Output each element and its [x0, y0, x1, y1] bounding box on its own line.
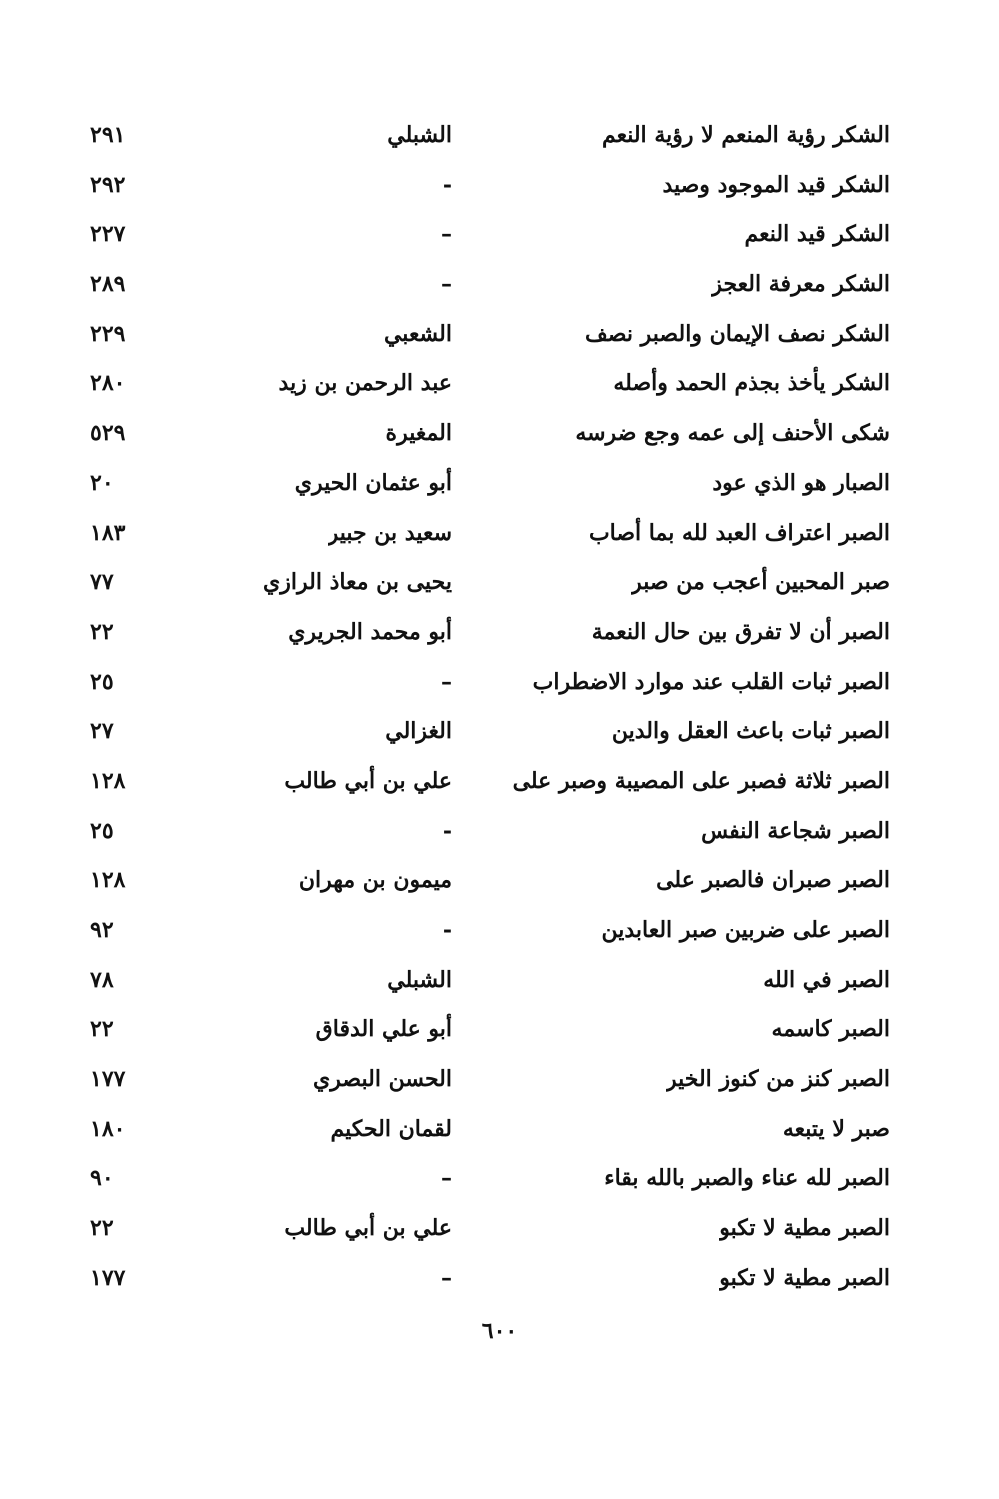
index-row [70, 261, 900, 311]
quotation-source: الحسن البصري [313, 1066, 452, 1093]
quotation-phrase: الصبر اعتراف العبد لله بما أصاب [588, 519, 890, 546]
page-reference: ١٨٠ [90, 1115, 126, 1142]
page-reference: ٩٢ [90, 917, 114, 943]
quotation-source: – [441, 1165, 452, 1192]
index-row [70, 112, 900, 162]
quotation-source: علي بن أبي طالب [284, 1215, 452, 1242]
quotation-phrase: شكى الأحنف إلى عمه وجع ضرسه [575, 420, 890, 447]
page-reference: ٢٠ [90, 469, 114, 496]
quotation-phrase: الصبر مطية لا تكبو [719, 1264, 890, 1291]
quotation-source: – [441, 271, 452, 298]
page-reference: ٢٢ [90, 618, 114, 645]
quotation-phrase: الصبر أن لا تفرق بين حال النعمة [591, 618, 890, 645]
page-reference: ١٧٧ [90, 1066, 126, 1093]
quotation-phrase: الصبر كاسمه [771, 1016, 890, 1043]
quotation-phrase: صبر المحبين أعجب من صبر [631, 569, 890, 596]
quotation-phrase: الصبر كنز من كنوز الخير [666, 1066, 890, 1093]
quotation-phrase: الشكر نصف الإيمان والصبر نصف [585, 320, 890, 347]
quotation-source: أبو محمد الجريري [288, 618, 452, 645]
quotation-phrase: الشكر معرفة العجز [711, 271, 890, 298]
quotation-phrase: صبر لا يتبعه [782, 1115, 890, 1142]
quotation-phrase: الصبر شجاعة النفس [701, 817, 890, 844]
index-row [70, 410, 900, 460]
quotation-phrase: الشكر رؤية المنعم لا رؤية النعم [601, 122, 890, 148]
quotation-phrase: الصبر على ضربين صبر العابدين [601, 917, 890, 943]
quotation-source: علي بن أبي طالب [284, 767, 452, 794]
index-row [70, 360, 900, 410]
quotation-source: سعيد بن جبير [327, 519, 452, 546]
quotation-source: الغزالي [385, 718, 452, 745]
quotation-source: عبد الرحمن بن زيد [278, 370, 452, 397]
quotation-source: ميمون بن مهران [298, 867, 452, 894]
quotation-source: أبو عثمان الحيري [294, 469, 452, 496]
index-row [70, 211, 900, 261]
quotation-source: الشبلي [387, 122, 452, 148]
index-row [70, 857, 900, 907]
quotation-phrase: الشكر يأخذ بجذم الحمد وأصله [613, 370, 890, 397]
index-row [70, 758, 900, 808]
index-row [70, 460, 900, 510]
page-reference: ٢٢٩ [90, 320, 126, 347]
page-reference: ٩٠ [90, 1165, 114, 1192]
page-reference: ١٧٧ [90, 1264, 126, 1291]
quotation-phrase: الصبر في الله [763, 966, 890, 993]
quotation-phrase: الصبر صبران فالصبر على [656, 867, 890, 894]
page-reference: ٧٧ [90, 569, 114, 596]
index-row [70, 510, 900, 560]
quotation-source: الشعبي [383, 320, 452, 347]
quotation-phrase: الصبر مطية لا تكبو [719, 1215, 890, 1242]
index-row [70, 1255, 900, 1305]
index-row [70, 1056, 900, 1106]
page-reference: ١٢٨ [90, 867, 126, 894]
index-row [70, 1106, 900, 1156]
quotation-phrase: الشكر قيد الموجود وصيد [662, 171, 890, 198]
page-reference: ٢٨٠ [90, 370, 126, 397]
index-row [70, 708, 900, 758]
quotation-source: – [441, 668, 452, 695]
quotation-source: أبو علي الدقاق [315, 1016, 452, 1043]
index-row [70, 162, 900, 212]
quotation-phrase: الصبار هو الذي عود [712, 469, 890, 496]
quotation-source: لقمان الحكيم [330, 1115, 452, 1142]
page-reference: ٢٧ [90, 718, 114, 745]
quotation-source: - [442, 917, 452, 943]
index-row [70, 1205, 900, 1255]
quotation-phrase: الصبر ثلاثة فصبر على المصيبة وصبر على [512, 767, 890, 794]
quotation-source: - [442, 817, 452, 844]
page-reference: ٢٢ [90, 1016, 114, 1043]
index-row [70, 659, 900, 709]
index-row [70, 1155, 900, 1205]
page-reference: ١٨٣ [90, 519, 126, 546]
page-reference: ٢٥ [90, 668, 114, 695]
quotation-source: - [442, 171, 452, 198]
quotation-source: المغيرة [385, 420, 452, 447]
index-row [70, 311, 900, 361]
page-reference: ٢٩١ [90, 122, 126, 148]
quotation-source: – [441, 221, 452, 248]
page-reference: ٧٨ [90, 966, 114, 993]
quotation-phrase: الصبر ثبات باعث العقل والدين [611, 718, 890, 745]
quotation-source: الشبلي [387, 966, 452, 993]
page-reference: ٢٨٩ [90, 271, 126, 298]
page-reference: ٢٥ [90, 817, 114, 844]
index-row [70, 1006, 900, 1056]
index-row [70, 559, 900, 609]
page-reference: ٢٢ [90, 1215, 114, 1242]
quotation-phrase: الشكر قيد النعم [744, 221, 890, 248]
quotation-source: – [441, 1264, 452, 1291]
index-row [70, 907, 900, 957]
page-reference: ٢٩٢ [90, 171, 126, 198]
page-reference: ٢٢٧ [90, 221, 126, 248]
page-reference: ١٢٨ [90, 767, 126, 794]
page-number: ٦٠٠ [481, 1318, 518, 1344]
quotation-source: يحيى بن معاذ الرازي [263, 569, 452, 596]
quotation-index [70, 112, 900, 1305]
index-row [70, 957, 900, 1007]
page-reference: ٥٢٩ [90, 420, 126, 447]
index-row [70, 808, 900, 858]
quotation-phrase: الصبر لله عناء والصبر بالله بقاء [604, 1165, 890, 1192]
index-row [70, 609, 900, 659]
quotation-phrase: الصبر ثبات القلب عند موارد الاضطراب [532, 668, 890, 695]
